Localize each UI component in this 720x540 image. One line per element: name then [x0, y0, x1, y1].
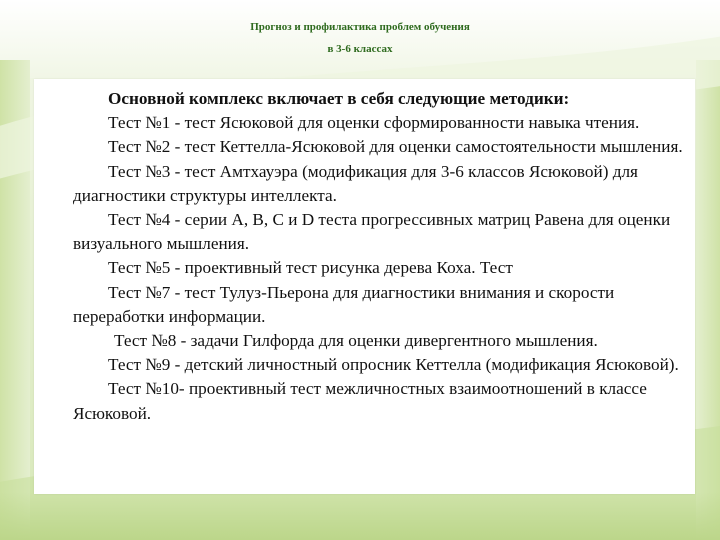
test-item-8: Тест №8 - задачи Гилфорда для оценки дивергентного мышления. — [114, 331, 598, 351]
test-item-9: Тест №9 - детский личностный опросник Кеттелла (модификация Ясюковой). — [108, 355, 679, 375]
methods-heading: Основной комплекс включает в себя следующие методики: — [108, 89, 570, 108]
test-item-4: Тест №4 - серии А, В, С и D теста прогрессивных матриц Равена для оценки визуального мышления. — [73, 210, 671, 254]
test-item-2: Тест №2 - тест Кеттелла-Ясюковой для оценки самостоятельности мышления. — [108, 137, 683, 157]
slide-bottom-band — [0, 492, 720, 540]
test-item-7: Тест №7 - тест Тулуз-Пьерона для диагностики внимания и скорости переработки информации. — [73, 282, 615, 326]
methods-text — [73, 87, 689, 426]
test-item-3: Тест №3 - тест Амтхауэра (модификация для 3-6 классов Ясюковой) для диагностики структуры интеллекта. — [73, 161, 638, 205]
test-item-1: Тест №1 - тест Ясюковой для оценки сформированности навыка чтения. — [108, 113, 640, 133]
content-panel — [34, 79, 695, 494]
test-item-5: Тест №5 - проективный тест рисунка дерева Коха. Тест — [108, 258, 513, 278]
test-item-10: Тест №10- проективный тест межличностных взаимоотношений в классе Ясюковой. — [73, 379, 647, 423]
slide-title-line-2: в 3-6 классах — [327, 43, 393, 55]
slide-title-line-1: Прогноз и профилактика проблем обучения — [250, 21, 470, 33]
slide-title — [0, 16, 720, 60]
